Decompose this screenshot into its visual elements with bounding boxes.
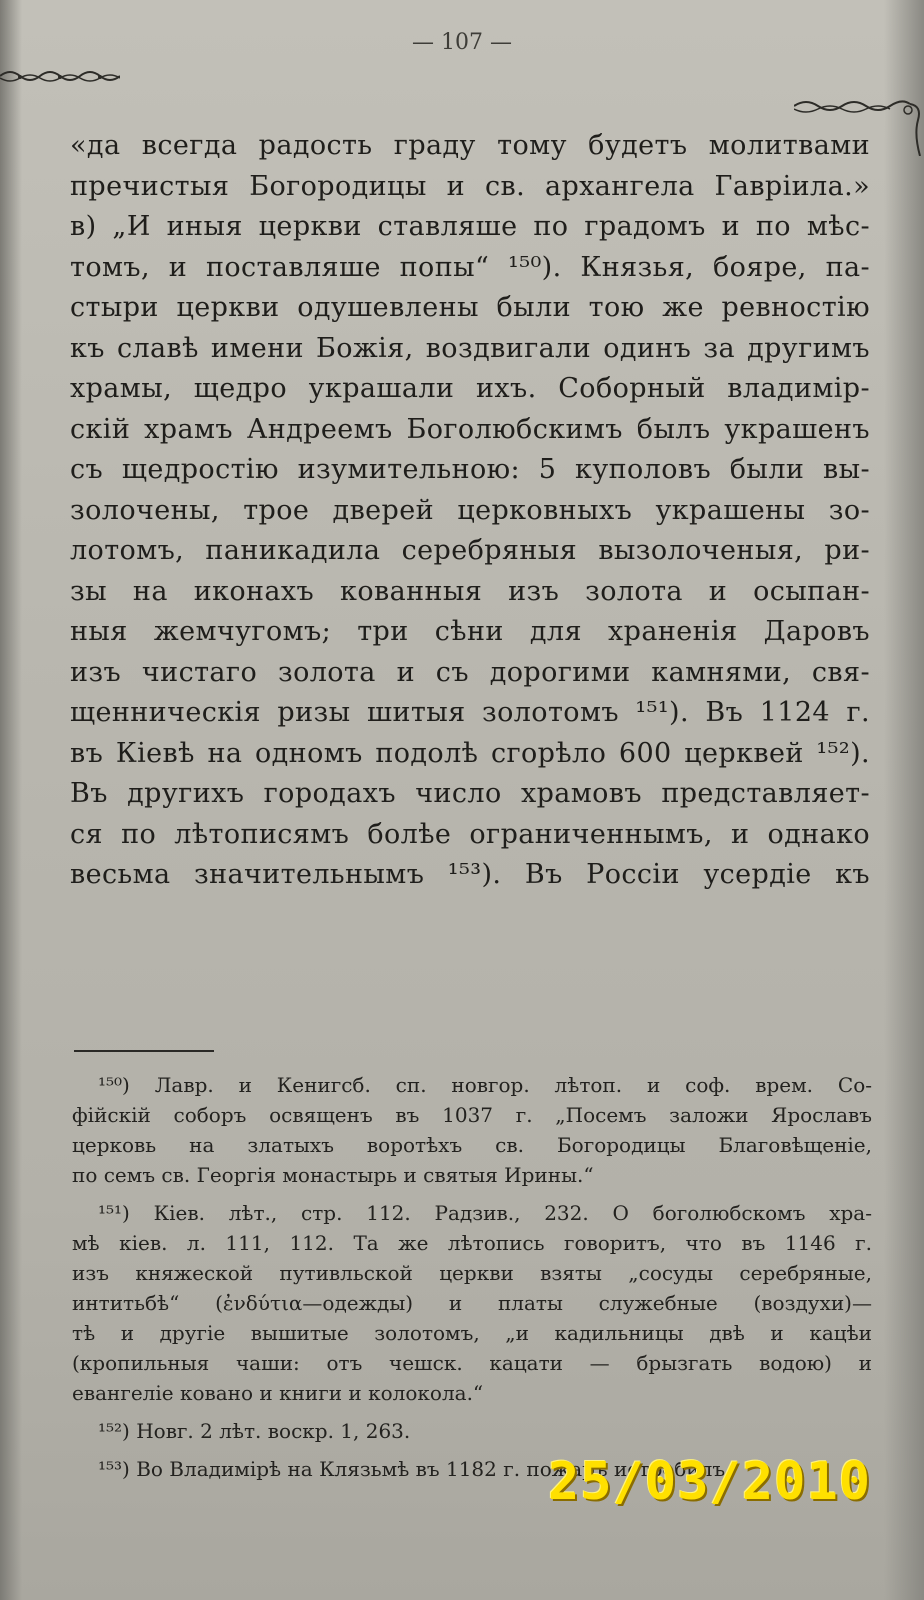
body-line: стыри церкви одушевлены были тою же ревностію [70, 292, 870, 323]
footnote-151-line: евангеліе ковано и книги и колокола.“ [72, 1381, 484, 1405]
body-line: скій храмъ Андреемъ Боголюбскимъ былъ украшенъ [70, 413, 870, 445]
page-number: — 107 — [412, 30, 512, 55]
footnote-153-line: ¹⁵³) Во Владимірѣ на Клязьмѣ въ 1182 г. пожаръ истребилъ [98, 1457, 726, 1481]
footnote-151-line: интитьбѣ“ (ἐνδύτια—одежды) и платы служебные (воздухи)— [72, 1291, 872, 1315]
body-line: изъ чистаго золота и съ дорогими камнями, свя- [70, 656, 870, 688]
body-line: храмы, щедро украшали ихъ. Соборный владимір- [70, 373, 870, 404]
page-shadow-left [0, 0, 22, 1600]
main-text [70, 126, 870, 896]
body-line: золочены, трое дверей церковныхъ украшены зо- [70, 494, 870, 526]
footnote-151-line: тѣ и другіе вышитые золотомъ, „и кадильницы двѣ и кацѣи [72, 1321, 872, 1345]
footnote-150-line: фійскій соборъ освященъ въ 1037 г. „Посемъ заложи Ярославъ [72, 1103, 872, 1127]
body-line: съ щедростію изумительною: 5 куполовъ были вы- [70, 454, 870, 485]
camera-date-stamp: 25/03/2010 [548, 1452, 872, 1512]
footnote-150-line: ¹⁵⁰) Лавр. и Кенигсб. сп. новгор. лѣтоп. и соф. врем. Со- [98, 1073, 872, 1097]
page-shadow-right [884, 0, 924, 1600]
footnote-150-line: церковь на златыхъ воротѣхъ св. Богородицы Благовѣщеніе, [72, 1133, 872, 1157]
body-line: зы на иконахъ кованныя изъ золота и осыпан- [70, 575, 870, 607]
footnote-151-line: ¹⁵¹) Кіев. лѣт., стр. 112. Радзив., 232. О боголюбскомъ хра- [98, 1201, 872, 1225]
footnote-152-line: ¹⁵²) Новг. 2 лѣт. воскр. 1, 263. [98, 1419, 411, 1443]
footnote-151-line: мѣ кіев. л. 111, 112. Та же лѣтопись говоритъ, что въ 1146 г. [72, 1231, 872, 1255]
body-line: лотомъ, паникадила серебряныя вызолоченыя, ри- [70, 535, 870, 566]
body-line: Въ другихъ городахъ число храмовъ представляет- [70, 778, 870, 809]
body-line: в) „И иныя церкви ставляше по градомъ и по мѣс- [70, 211, 870, 242]
body-line: къ славѣ имени Божія, воздвигали одинъ за другимъ [70, 332, 870, 364]
ornament-left-icon [0, 66, 120, 86]
body-line: щенническія ризы шитыя золотомъ ¹⁵¹). Въ 1124 г. [70, 697, 870, 728]
footnote-rule [74, 1050, 214, 1052]
footnote-151-line: (кропильныя чаши: отъ чешск. кацати — брызгать водою) и [72, 1351, 872, 1375]
body-line: ся по лѣтописямъ болѣе ограниченнымъ, и однако [70, 818, 870, 850]
body-line: томъ, и поставляше попы“ ¹⁵⁰). Князья, бояре, па- [70, 251, 870, 283]
body-line: пречистыя Богородицы и св. архангела Гавріила.» [70, 170, 870, 202]
footnotes [72, 1070, 872, 1484]
body-line: въ Кіевѣ на одномъ подолѣ сгорѣло 600 церквей ¹⁵²). [70, 737, 870, 769]
footnote-150-line: по семъ св. Георгія монастырь и святыя Ирины.“ [72, 1163, 594, 1187]
body-line: «да всегда радость граду тому будетъ молитвами [70, 130, 870, 161]
body-line: весьма значительнымъ ¹⁵³). Въ Россіи усердіе къ [70, 859, 870, 890]
body-line: ныя жемчугомъ; три сѣни для храненія Даровъ [70, 616, 870, 647]
footnote-151-line: изъ княжеской путивльской церкви взяты „сосуды серебряные, [72, 1261, 872, 1285]
